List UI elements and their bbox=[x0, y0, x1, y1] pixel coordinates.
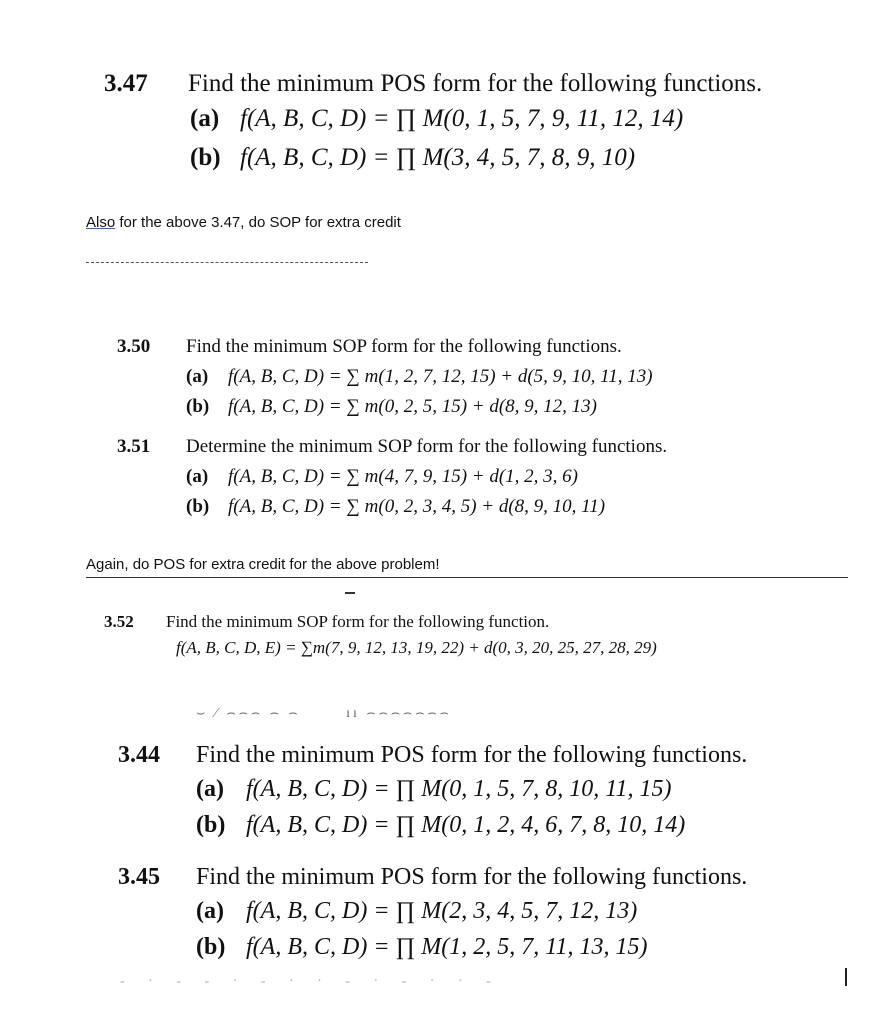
problem-number: 3.52 bbox=[104, 612, 134, 631]
problem-number: 3.51 bbox=[117, 436, 151, 457]
part-b-expression: f(A, B, C, D) = ∑ m(0, 2, 5, 15) + d(8, 9, 12, 13) bbox=[228, 396, 598, 417]
part-a-label: (a) bbox=[190, 105, 220, 132]
part-a-expression: f(A, B, C, D) = ∑ m(4, 7, 9, 15) + d(1, 2, 3, 6) bbox=[228, 466, 579, 487]
problem-title: Determine the minimum SOP form for the following functions. bbox=[186, 436, 668, 457]
part-b-label: (b) bbox=[186, 496, 210, 517]
part-b-label: (b) bbox=[196, 812, 226, 838]
problem-number: 3.45 bbox=[118, 864, 160, 890]
problem-title: Find the minimum SOP form for the following functions. bbox=[186, 336, 622, 357]
cropped-text-fragment: ⌣ ⁄ ⌢⌢⌢ ⌢ ⌢ ıı ⌢⌢⌢⌢⌢⌢⌢ bbox=[196, 706, 452, 721]
problem-number: 3.44 bbox=[118, 742, 160, 768]
part-a-label: (a) bbox=[196, 898, 224, 924]
dashed-separator bbox=[86, 262, 368, 263]
solid-separator bbox=[86, 577, 848, 578]
part-b-label: (b) bbox=[186, 396, 210, 417]
problem-number: 3.47 bbox=[104, 70, 148, 97]
part-a-expression: f(A, B, C, D) = ∑ m(1, 2, 7, 12, 15) + d(5, 9, 10, 11, 13) bbox=[228, 366, 653, 387]
part-b-label: (b) bbox=[190, 144, 221, 171]
function-expression: f(A, B, C, D, E) = ∑m(7, 9, 12, 13, 19, 22) + d(0, 3, 20, 25, 27, 28, 29) bbox=[176, 638, 657, 657]
cropped-bottom-fragment: - · - - · - · · - · - · · - bbox=[120, 974, 501, 989]
note-underlined-word: Also bbox=[86, 214, 116, 231]
extra-credit-note-sop bbox=[86, 214, 401, 231]
scan-artifact-mark bbox=[345, 592, 355, 594]
part-a-label: (a) bbox=[186, 366, 209, 387]
part-b-expression: f(A, B, C, D) = ∏ M(3, 4, 5, 7, 8, 9, 10) bbox=[240, 144, 636, 171]
part-b-expression: f(A, B, C, D) = ∑ m(0, 2, 3, 4, 5) + d(8, 9, 10, 11) bbox=[228, 496, 606, 517]
part-a-expression: f(A, B, C, D) = ∏ M(0, 1, 5, 7, 8, 10, 11, 15) bbox=[246, 776, 672, 802]
part-a-label: (a) bbox=[186, 466, 209, 487]
problem-title: Find the minimum POS form for the following functions. bbox=[196, 742, 748, 768]
part-a-expression: f(A, B, C, D) = ∏ M(0, 1, 5, 7, 9, 11, 12, 14) bbox=[240, 105, 684, 132]
extra-credit-note-pos: Again, do POS for extra credit for the above problem! bbox=[86, 556, 440, 573]
part-a-label: (a) bbox=[196, 776, 224, 802]
part-a-expression: f(A, B, C, D) = ∏ M(2, 3, 4, 5, 7, 12, 13) bbox=[246, 898, 638, 924]
problem-number: 3.50 bbox=[117, 336, 151, 357]
part-b-expression: f(A, B, C, D) = ∏ M(0, 1, 2, 4, 6, 7, 8, 10, 14) bbox=[246, 812, 686, 838]
part-b-label: (b) bbox=[196, 934, 226, 960]
problem-title: Find the minimum POS form for the following functions. bbox=[188, 70, 763, 97]
text-cursor bbox=[845, 968, 847, 986]
problem-title: Find the minimum POS form for the following functions. bbox=[196, 864, 748, 890]
part-b-expression: f(A, B, C, D) = ∏ M(1, 2, 5, 7, 11, 13, 15) bbox=[246, 934, 648, 960]
problem-title: Find the minimum SOP form for the following function. bbox=[166, 612, 550, 631]
note-text: for the above 3.47, do SOP for extra credit bbox=[115, 214, 401, 231]
